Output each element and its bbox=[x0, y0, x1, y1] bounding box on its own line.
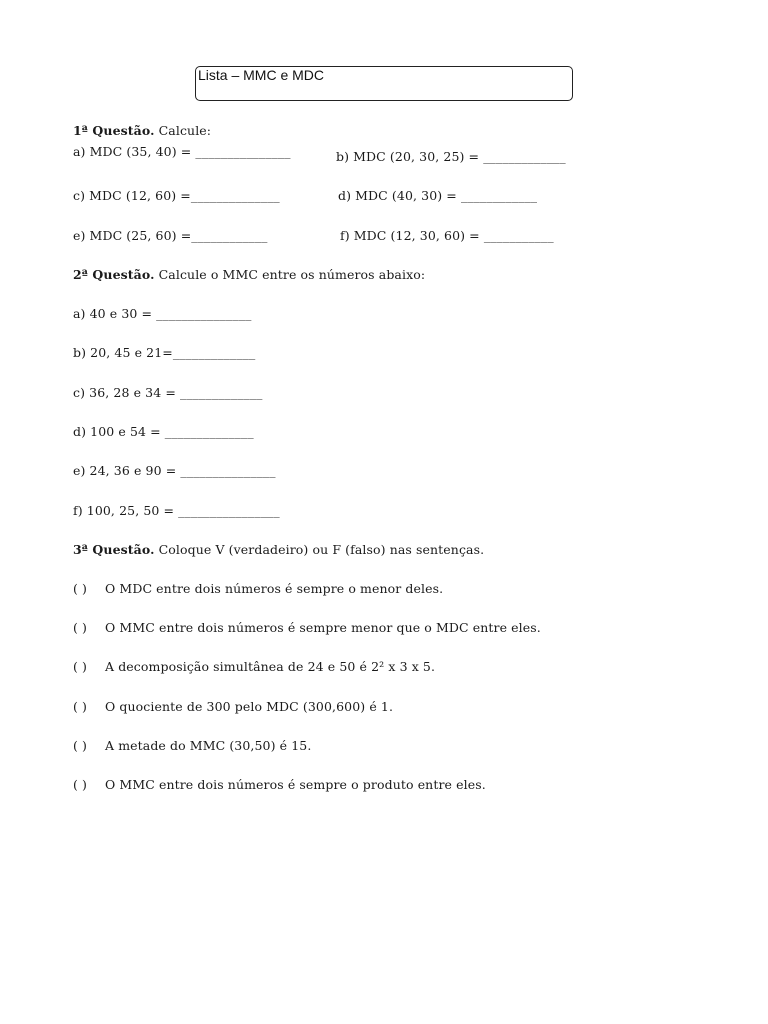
true-false-item bbox=[73, 738, 311, 753]
question-3-instruction: Coloque V (verdadeiro) ou F (falso) nas sentenças. bbox=[158, 542, 485, 557]
statement-text: O MMC entre dois números é sempre o produto entre eles. bbox=[105, 777, 486, 792]
true-false-item bbox=[73, 581, 443, 596]
q2-item-e: e) 24, 36 e 90 = _______________ bbox=[73, 463, 276, 478]
q1-item-e: e) MDC (25, 60) =____________ bbox=[73, 228, 268, 243]
question-2-instruction: Calcule o MMC entre os números abaixo: bbox=[158, 267, 426, 282]
q1-item-a: a) MDC (35, 40) = _______________ bbox=[73, 144, 291, 159]
title-box bbox=[195, 66, 573, 101]
question-1-instruction: Calcule: bbox=[158, 123, 212, 138]
q2-item-f: f) 100, 25, 50 = ________________ bbox=[73, 503, 280, 518]
q2-item-d: d) 100 e 54 = ______________ bbox=[73, 424, 254, 439]
statement-text: A metade do MMC (30,50) é 15. bbox=[105, 738, 312, 753]
q1-item-f: f) MDC (12, 30, 60) = ___________ bbox=[340, 228, 554, 243]
answer-blank[interactable]: ( ) bbox=[73, 620, 88, 635]
answer-blank[interactable]: ( ) bbox=[73, 699, 88, 714]
answer-blank[interactable]: ( ) bbox=[73, 581, 88, 596]
question-2-heading: 2ª Questão. bbox=[73, 267, 155, 282]
question-2-header bbox=[73, 267, 425, 282]
statement-text: O MDC entre dois números é sempre o menor deles. bbox=[105, 581, 444, 596]
question-1-header bbox=[73, 123, 211, 138]
q2-item-a: a) 40 e 30 = _______________ bbox=[73, 306, 252, 321]
q1-item-b: b) MDC (20, 30, 25) = _____________ bbox=[336, 149, 566, 164]
q1-item-d: d) MDC (40, 30) = ____________ bbox=[338, 188, 538, 203]
true-false-item bbox=[73, 699, 393, 714]
question-3-heading: 3ª Questão. bbox=[73, 542, 155, 557]
answer-blank[interactable]: ( ) bbox=[73, 659, 88, 674]
statement-text: A decomposição simultânea de 24 e 50 é 2² x 3 x 5. bbox=[105, 659, 436, 674]
page-title: Lista – MMC e MDC bbox=[198, 67, 325, 83]
q1-item-c: c) MDC (12, 60) =______________ bbox=[73, 188, 280, 203]
answer-blank[interactable]: ( ) bbox=[73, 777, 88, 792]
true-false-item bbox=[73, 620, 541, 635]
question-3-header bbox=[73, 542, 484, 557]
q2-item-b: b) 20, 45 e 21=_____________ bbox=[73, 345, 256, 360]
q2-item-c: c) 36, 28 e 34 = _____________ bbox=[73, 385, 263, 400]
answer-blank[interactable]: ( ) bbox=[73, 738, 88, 753]
statement-text: O MMC entre dois números é sempre menor que o MDC entre eles. bbox=[105, 620, 541, 635]
question-1-heading: 1ª Questão. bbox=[73, 123, 155, 138]
true-false-item bbox=[73, 659, 435, 674]
true-false-item bbox=[73, 777, 486, 792]
statement-text: O quociente de 300 pelo MDC (300,600) é 1. bbox=[105, 699, 394, 714]
